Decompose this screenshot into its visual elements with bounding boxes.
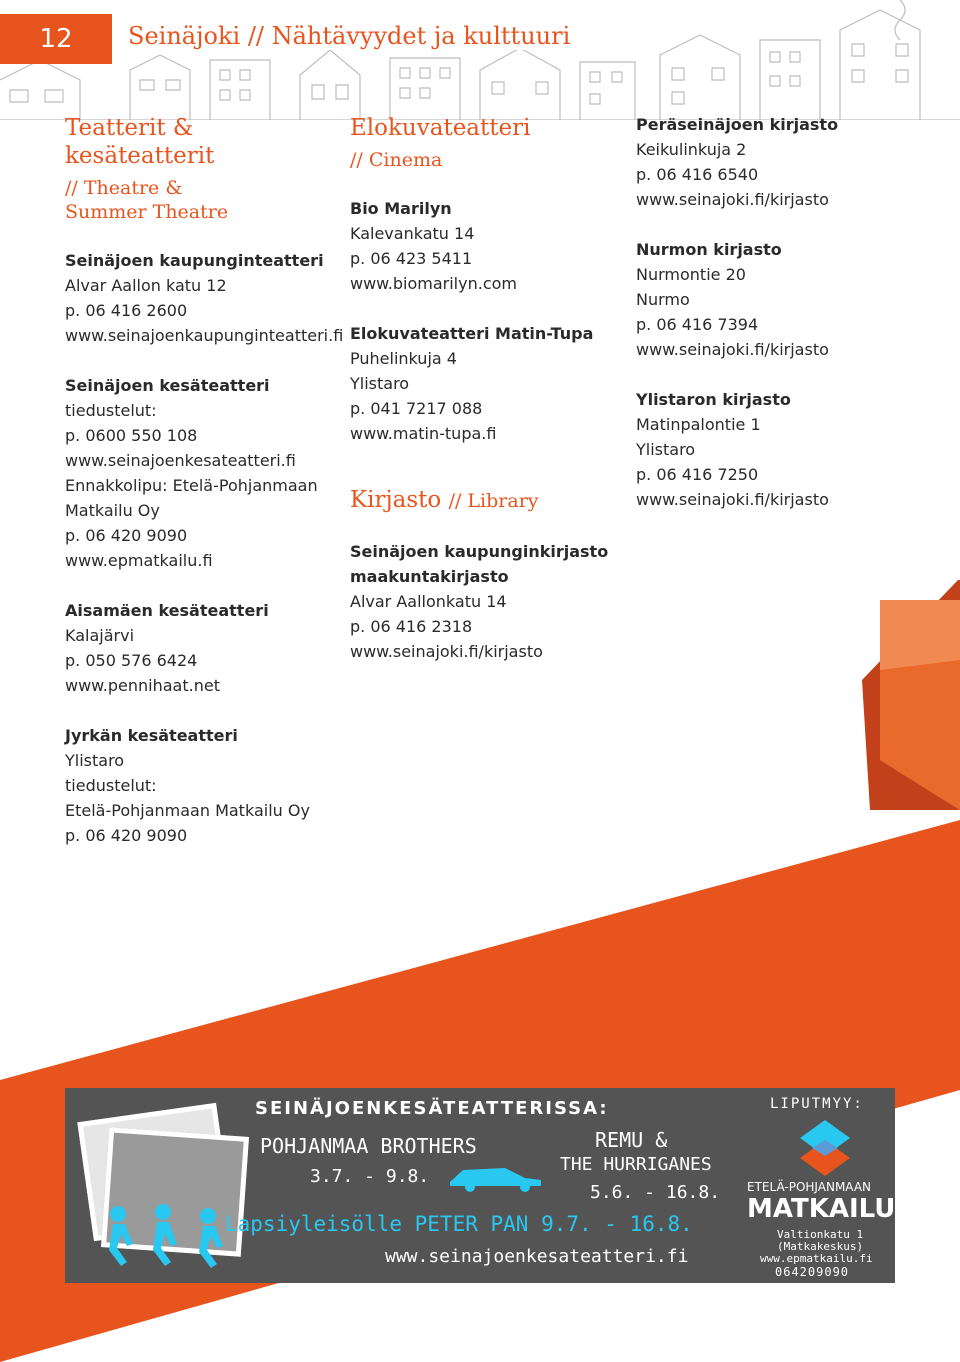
theatres-heading-line2: kesäteatterit: [65, 143, 215, 169]
library-name-line1: Seinäjoen kaupunginkirjasto: [350, 542, 609, 561]
page-number: 12: [0, 14, 112, 64]
theatre-website-link[interactable]: www.seinajoenkesateatteri.fi: [65, 451, 296, 470]
library-entry: [636, 237, 936, 362]
theatre-phone: p. 050 576 6424: [65, 651, 198, 670]
ad-show1-title: POHJANMAA BROTHERS: [260, 1134, 477, 1158]
library-entry: [350, 539, 610, 664]
theatre-entry: [65, 373, 330, 573]
cinema-subheading: // Cinema: [350, 149, 443, 171]
ad-show2-title-line2: THE HURRIGANES: [560, 1154, 712, 1175]
cinema-address: Puhelinkuja 4: [350, 349, 457, 368]
library-entry: [636, 387, 936, 512]
ad-show2-dates: 5.6. - 16.8.: [590, 1182, 721, 1203]
library-phone: p. 06 416 7250: [636, 465, 759, 484]
car-icon: [445, 1158, 545, 1194]
theatre-address: Alvar Aallon katu 12: [65, 276, 227, 295]
library-address: Keikulinkuja 2: [636, 140, 747, 159]
theatre-info: Ennakkolipu: Etelä-Pohjanmaan: [65, 476, 318, 495]
cinema-entry: [350, 321, 610, 446]
library-website-link[interactable]: www.seinajoki.fi/kirjasto: [636, 340, 829, 359]
ad-web-link[interactable]: www.epmatkailu.fi: [760, 1252, 873, 1265]
theatre-info: Matkailu Oy: [65, 501, 160, 520]
theatre-info: Etelä-Pohjanmaan Matkailu Oy: [65, 801, 310, 820]
theatres-heading-line1: Teatterit &: [65, 115, 194, 141]
ad-show1-dates: 3.7. - 9.8.: [310, 1166, 430, 1187]
ad-address-line2: (Matkakeskus): [777, 1240, 864, 1253]
library-address: Alvar Aallonkatu 14: [350, 592, 507, 611]
theatre-address: Kalajärvi: [65, 626, 135, 645]
theatre-address: Ylistaro: [65, 751, 125, 770]
ad-headline: SEINÄJOENKESÄTEATTERISSA:: [255, 1098, 609, 1119]
theatre-website-link[interactable]: www.epmatkailu.fi: [65, 551, 213, 570]
library-website-link[interactable]: www.seinajoki.fi/kirjasto: [636, 190, 829, 209]
cinema-name: Bio Marilyn: [350, 199, 452, 218]
running-children-icon: [93, 1202, 243, 1272]
theatres-heading: [65, 114, 330, 170]
theatre-entry: [65, 598, 330, 698]
theatre-website-link[interactable]: www.seinajoenkaupunginteatteri.fi: [65, 326, 344, 345]
ad-brand-line2: MATKAILU: [747, 1194, 895, 1224]
theatre-info: tiedustelut:: [65, 401, 157, 420]
library-name: Ylistaron kirjasto: [636, 390, 791, 409]
advertisement-banner[interactable]: [65, 1088, 895, 1283]
theatres-subheading-line1: // Theatre &: [65, 177, 183, 199]
library-entry: [636, 112, 936, 212]
theatre-name: Aisamäen kesäteatteri: [65, 601, 269, 620]
library-name: Peräseinäjoen kirjasto: [636, 115, 839, 134]
cinema-name: Elokuvateatteri Matin-Tupa: [350, 324, 594, 343]
theatre-entry: [65, 723, 365, 848]
library-phone: p. 06 416 7394: [636, 315, 759, 334]
theatres-section: [65, 114, 344, 848]
library-town: Nurmo: [636, 290, 690, 309]
theatre-info: tiedustelut:: [65, 776, 157, 795]
cinema-section: [350, 114, 610, 664]
cinema-phone: p. 041 7217 088: [350, 399, 483, 418]
theatre-name: Jyrkän kesäteatteri: [65, 726, 238, 745]
library-phone: p. 06 416 2318: [350, 617, 473, 636]
theatres-subheading: [65, 176, 330, 224]
library-name-line2: maakuntakirjasto: [350, 567, 509, 586]
theatre-phone: p. 06 420 9090: [65, 526, 188, 545]
cinema-town: Ylistaro: [350, 374, 410, 393]
library-subheading: // Library: [448, 490, 539, 512]
library-phone: p. 06 416 6540: [636, 165, 759, 184]
theatre-phone: p. 06 420 9090: [65, 826, 188, 845]
library-address: Nurmontie 20: [636, 265, 746, 284]
theatre-phone: p. 06 416 2600: [65, 301, 188, 320]
ad-tickets-label: LIPUTMYY:: [770, 1096, 864, 1112]
theatre-website-link[interactable]: www.pennihaat.net: [65, 676, 220, 695]
page-title: Seinäjoki // Nähtävyydet ja kulttuuri: [128, 22, 578, 50]
library-name: Nurmon kirjasto: [636, 240, 782, 259]
theatres-subheading-line2: Summer Theatre: [65, 201, 229, 223]
library-website-link[interactable]: www.seinajoki.fi/kirjasto: [636, 490, 829, 509]
cinema-address: Kalevankatu 14: [350, 224, 475, 243]
header-sketch-illustration: [0, 0, 960, 120]
branch-libraries-section: [636, 112, 936, 512]
theatre-name: Seinäjoen kesäteatteri: [65, 376, 270, 395]
photo-collage: [75, 1102, 245, 1272]
cinema-entry: [350, 196, 610, 296]
ad-address-line1: Valtionkatu 1: [777, 1228, 864, 1241]
library-heading-main: Kirjasto: [350, 487, 442, 513]
theatre-name: Seinäjoen kaupunginteatteri: [65, 251, 324, 270]
matkailu-logo-icon: [790, 1118, 860, 1178]
cinema-website-link[interactable]: www.matin-tupa.fi: [350, 424, 497, 443]
ad-website-link[interactable]: www.seinajoenkesateatteri.fi: [385, 1246, 689, 1267]
cinema-website-link[interactable]: www.biomarilyn.com: [350, 274, 517, 293]
library-address: Matinpalontie 1: [636, 415, 761, 434]
theatre-phone: p. 0600 550 108: [65, 426, 198, 445]
cinema-heading: Elokuvateatteri: [350, 115, 531, 141]
library-website-link[interactable]: www.seinajoki.fi/kirjasto: [350, 642, 543, 661]
ad-show2-title-line1: REMU &: [595, 1128, 668, 1152]
library-heading: [350, 486, 610, 515]
theatre-entry: [65, 248, 344, 348]
ad-phone: 064209090: [775, 1265, 850, 1279]
ad-brand-line1: ETELÄ-POHJANMAAN: [747, 1180, 872, 1194]
library-town: Ylistaro: [636, 440, 696, 459]
ad-kids-show: Lapsiyleisölle PETER PAN 9.7. - 16.8.: [225, 1212, 693, 1236]
cinema-phone: p. 06 423 5411: [350, 249, 473, 268]
